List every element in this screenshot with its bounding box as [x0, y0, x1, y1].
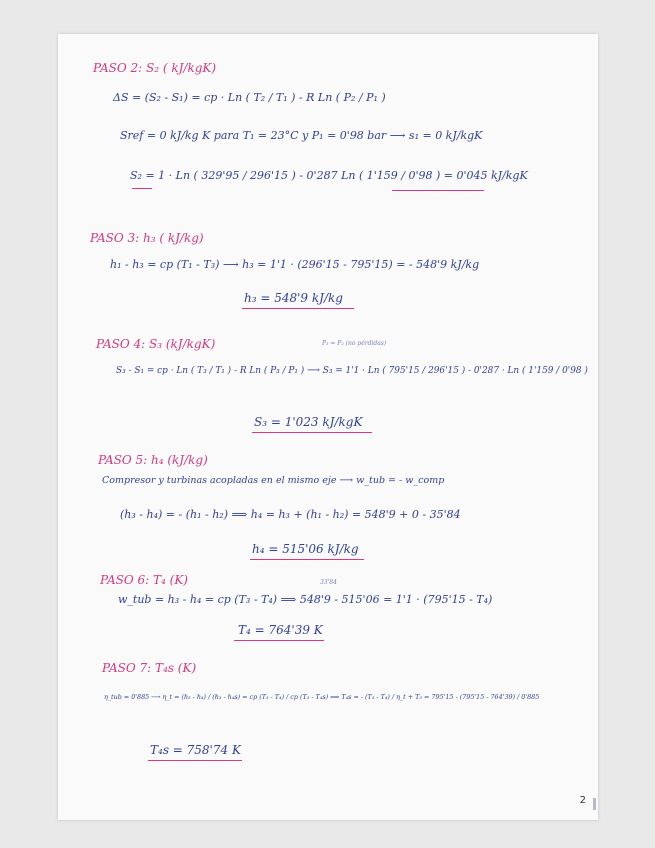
section-heading-paso-7: PASO 7: T₄s (K) [102, 661, 197, 675]
underline-s2 [132, 188, 152, 189]
section-heading-paso-5: PASO 5: h₄ (kJ/kg) [98, 453, 208, 467]
equation-entropy-change: ΔS = (S₂ - S₁) = cp · Ln ( T₂ / T₁ ) - R Ln ( P₂ / P₁ ) [113, 91, 386, 104]
section-heading-paso-2: PASO 2: S₂ ( kJ/kgK) [93, 61, 217, 75]
equation-s3: S₃ - S₁ = cp · Ln ( T₃ / T₁ ) - R Ln ( P₃ / P₁ ) ⟶ S₃ = 1'1 · Ln ( 795'15 / 296'15 ) - 0'287 · Ln ( 1'159 / 0'98 ) [116, 365, 588, 376]
equation-h4: (h₃ - h₄) = - (h₁ - h₂) ⟹ h₄ = h₃ + (h₁ - h₂) = 548'9 + 0 - 35'84 [120, 508, 461, 521]
result-h3: h₃ = 548'9 kJ/kg [244, 291, 343, 305]
underline-t4 [234, 640, 324, 641]
result-t4s: T₄s = 758'74 K [150, 743, 241, 757]
equation-h3: h₁ - h₃ = cp (T₁ - T₃) ⟶ h₃ = 1'1 · (296'15 - 795'15) = - 548'9 kJ/kg [110, 258, 480, 271]
equation-s2-result: S₂ = 1 · Ln ( 329'95 / 296'15 ) - 0'287 Ln ( 1'159 / 0'98 ) = 0'045 kJ/kgK [130, 169, 528, 182]
note-coupled-shaft: Compresor y turbinas acopladas en el mismo eje ⟶ w_tub = - w_comp [102, 475, 445, 486]
underline-h3 [242, 308, 354, 309]
equation-t4s: η_tub = 0'885 ⟶ η_t = (h₃ - h₄) / (h₃ - h₄s) = cp (T₃ - T₄) / cp (T₃ - T₄s) ⟹ T₄s = - (T₃ - T₄) / η_t + T₃ = 795'15 - (795'15 - 764'39) / 0'885 [104, 693, 540, 701]
page-edge-marker [593, 798, 596, 810]
annotation-p3-equals-p2: P₃ = P₂ (no pérdidas) [322, 340, 387, 347]
section-heading-paso-3: PASO 3: h₃ ( kJ/kg) [90, 231, 204, 245]
underline-h4 [250, 559, 364, 560]
section-heading-paso-4: PASO 4: S₃ (kJ/kgK) [96, 337, 216, 351]
page-number: 2 [579, 795, 586, 806]
underline-s3 [252, 432, 372, 433]
document-page [58, 34, 598, 820]
underline-s2-result [392, 190, 484, 191]
result-t4: T₄ = 764'39 K [238, 623, 323, 637]
annotation-work-value: 33'84 [320, 579, 337, 586]
section-heading-paso-6: PASO 6: T₄ (K) [100, 573, 188, 587]
underline-t4s [148, 760, 242, 761]
result-s3: S₃ = 1'023 kJ/kgK [254, 415, 363, 429]
equation-t4: w_tub = h₃ - h₄ = cp (T₃ - T₄) ⟹ 548'9 - 515'06 = 1'1 · (795'15 - T₄) [118, 593, 493, 606]
reference-state-line: Sref = 0 kJ/kg K para T₁ = 23°C y P₁ = 0'98 bar ⟶ s₁ = 0 kJ/kgK [120, 129, 483, 142]
result-h4: h₄ = 515'06 kJ/kg [252, 542, 359, 556]
